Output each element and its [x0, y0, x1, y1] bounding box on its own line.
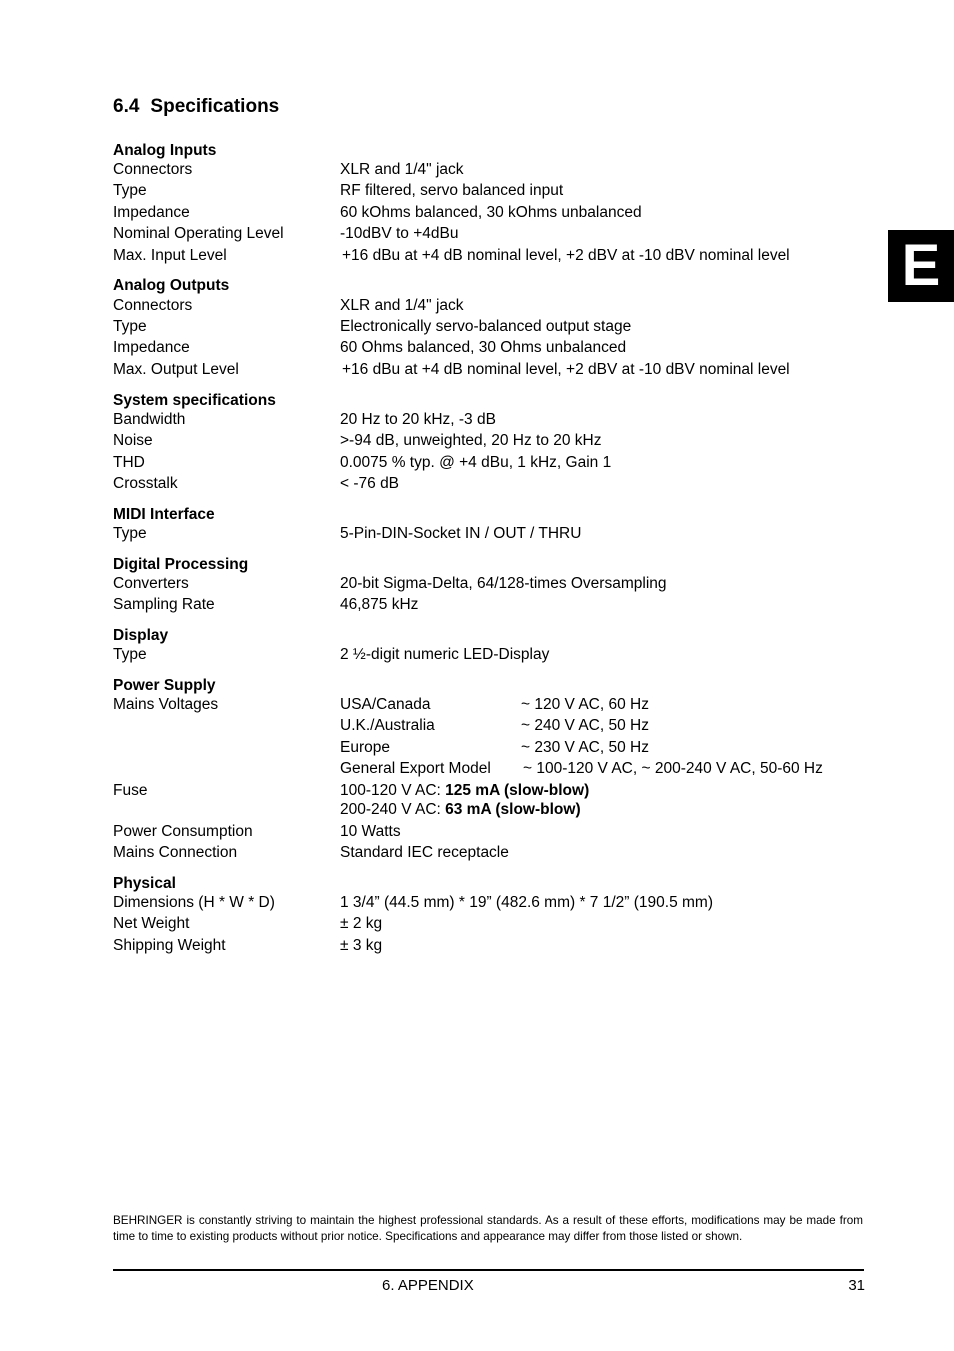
spec-value: >-94 dB, unweighted, 20 Hz to 20 kHz — [340, 432, 602, 449]
language-tab-e: E — [888, 230, 954, 302]
spec-value: < -76 dB — [340, 475, 400, 492]
spec-label: Impedance — [113, 204, 190, 221]
spec-label: Mains Voltages — [113, 696, 219, 713]
spec-label: THD — [113, 454, 145, 471]
spec-label: Impedance — [113, 339, 190, 356]
fuse-voltage: 100-120 V AC: — [340, 782, 446, 799]
spec-value: +16 dBu at +4 dB nominal level, +2 dBV at -10 dBV nominal level — [342, 247, 790, 264]
spec-label: Crosstalk — [113, 475, 178, 492]
heading-display: Display — [113, 627, 169, 644]
spec-label: Bandwidth — [113, 411, 186, 428]
heading-midi-interface: MIDI Interface — [113, 506, 215, 523]
mains-voltage: ~ 120 V AC, 60 Hz — [521, 696, 649, 713]
spec-value: +16 dBu at +4 dB nominal level, +2 dBV at -10 dBV nominal level — [342, 361, 790, 378]
footer-chapter: 6. APPENDIX — [382, 1277, 474, 1294]
heading-power-supply: Power Supply — [113, 677, 216, 694]
spec-value: XLR and 1/4" jack — [340, 161, 464, 178]
heading-analog-outputs: Analog Outputs — [113, 277, 230, 294]
spec-label: Nominal Operating Level — [113, 225, 284, 242]
spec-value: Electronically servo-balanced output stage — [340, 318, 632, 335]
fuse-voltage: 200-240 V AC: — [340, 801, 446, 818]
heading-system-specifications: System specifications — [113, 392, 276, 409]
mains-voltage: ~ 230 V AC, 50 Hz — [521, 739, 649, 756]
spec-label: Power Consumption — [113, 823, 253, 840]
spec-label: Type — [113, 525, 147, 542]
mains-region: USA/Canada — [340, 696, 431, 713]
fuse-rating: 63 mA (slow-blow) — [445, 801, 581, 818]
spec-label: Connectors — [113, 297, 193, 314]
heading-physical: Physical — [113, 875, 176, 892]
spec-value: 2 ½-digit numeric LED-Display — [340, 646, 550, 663]
spec-label: Sampling Rate — [113, 596, 215, 613]
spec-label: Dimensions (H * W * D) — [113, 894, 275, 911]
page-number: 31 — [848, 1277, 865, 1294]
spec-label: Mains Connection — [113, 844, 238, 861]
spec-label: Max. Output Level — [113, 361, 239, 378]
fuse-value — [340, 781, 589, 801]
spec-value: 60 kOhms balanced, 30 kOhms unbalanced — [340, 204, 642, 221]
spec-value: 0.0075 % typ. @ +4 dBu, 1 kHz, Gain 1 — [340, 454, 612, 471]
fuse-rating: 125 mA (slow-blow) — [445, 782, 590, 799]
spec-value: 46,875 kHz — [340, 596, 419, 613]
spec-label: Type — [113, 318, 147, 335]
spec-label: Noise — [113, 432, 153, 449]
mains-region: General Export Model — [340, 760, 491, 777]
spec-label: Connectors — [113, 161, 193, 178]
spec-value: 10 Watts — [340, 823, 401, 840]
spec-value: Standard IEC receptacle — [340, 844, 509, 861]
spec-value: ± 2 kg — [340, 915, 383, 932]
section-title-text: Specifications — [150, 96, 280, 117]
fuse-value — [340, 800, 581, 820]
spec-label: Max. Input Level — [113, 247, 227, 264]
section-title — [113, 96, 279, 118]
mains-voltage: ~ 240 V AC, 50 Hz — [521, 717, 649, 734]
spec-value: 20 Hz to 20 kHz, -3 dB — [340, 411, 496, 428]
spec-value: XLR and 1/4" jack — [340, 297, 464, 314]
spec-value: ± 3 kg — [340, 937, 383, 954]
spec-value: -10dBV to +4dBu — [340, 225, 459, 242]
heading-digital-processing: Digital Processing — [113, 556, 249, 573]
spec-value: 1 3/4” (44.5 mm) * 19” (482.6 mm) * 7 1/2” (190.5 mm) — [340, 894, 713, 911]
disclaimer-note: BEHRINGER is constantly striving to maintain the highest professional standards. As a result of these efforts, modifications may be made from time to time to existing products without prior notice. Specifications and appearance may differ from those listed or shown. — [113, 1214, 863, 1243]
mains-region: U.K./Australia — [340, 717, 435, 734]
spec-label: Type — [113, 646, 147, 663]
spec-value: 20-bit Sigma-Delta, 64/128-times Oversampling — [340, 575, 667, 592]
spec-label: Shipping Weight — [113, 937, 226, 954]
spec-value: RF filtered, servo balanced input — [340, 182, 564, 199]
heading-analog-inputs: Analog Inputs — [113, 142, 217, 159]
mains-region: Europe — [340, 739, 390, 756]
mains-voltage: ~ 100-120 V AC, ~ 200-240 V AC, 50-60 Hz — [523, 760, 823, 777]
spec-label: Net Weight — [113, 915, 190, 932]
section-number: 6.4 — [113, 96, 140, 117]
spec-label: Converters — [113, 575, 189, 592]
spec-value: 60 Ohms balanced, 30 Ohms unbalanced — [340, 339, 627, 356]
spec-value: 5-Pin-DIN-Socket IN / OUT / THRU — [340, 525, 582, 542]
footer-divider — [113, 1269, 864, 1271]
spec-label: Type — [113, 182, 147, 199]
spec-label: Fuse — [113, 782, 148, 799]
